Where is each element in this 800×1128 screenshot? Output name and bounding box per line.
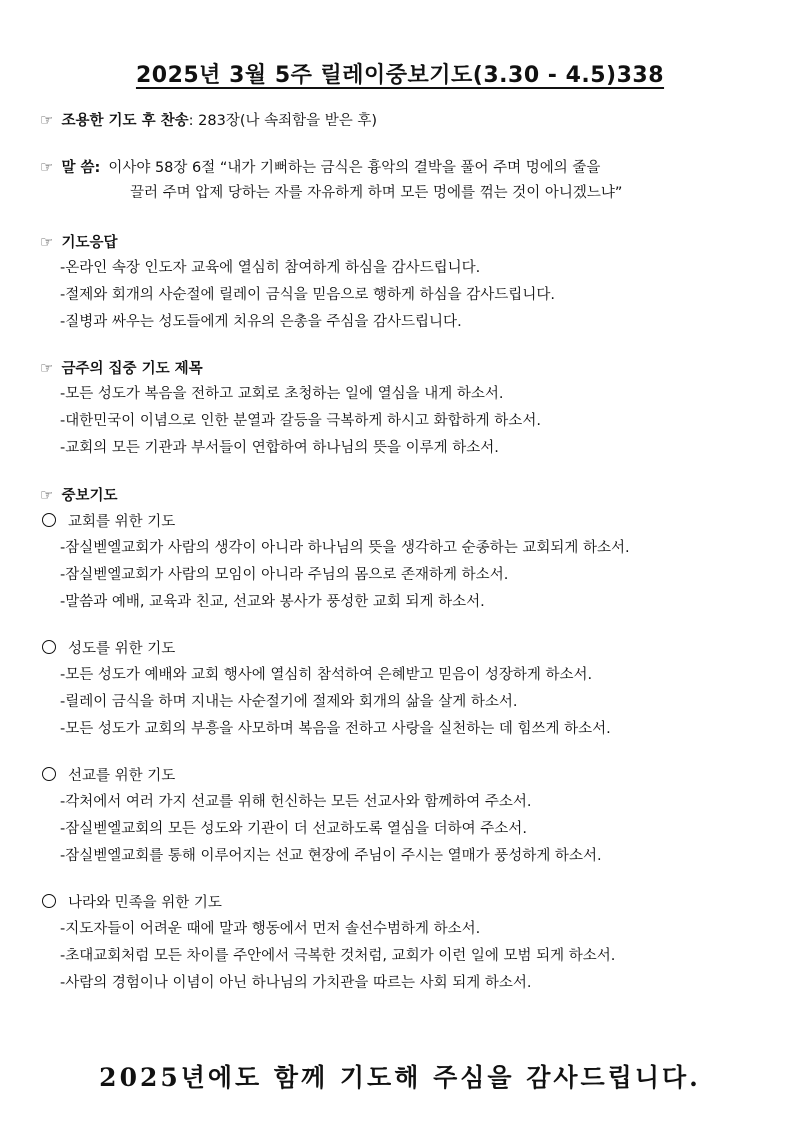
list-item: -잠실벧엘교회가 사람의 생각이 아니라 하나님의 뜻을 생각하고 순종하는 교회되게 하소서.: [60, 540, 630, 556]
hymn-label: 조용한 기도 후 찬송: [61, 113, 189, 129]
hymn-line: [40, 110, 377, 131]
list-item: -사람의 경험이나 이념이 아닌 하나님의 가치관을 따르는 사회 되게 하소서.: [60, 975, 532, 991]
pointing-hand-icon: ☞: [40, 158, 54, 176]
page-title: 2025년 3월 5주 릴레이중보기도(3.30 - 4.5)338: [135, 63, 665, 88]
list-item: -대한민국이 이념으로 인한 분열과 갈등을 극복하게 하시고 화합하게 하소서.: [60, 413, 541, 429]
list-item: -모든 성도가 복음을 전하고 교회로 초청하는 일에 열심을 내게 하소서.: [60, 386, 504, 402]
pointing-hand-icon: ☞: [40, 359, 54, 377]
list-item: -교회의 모든 기관과 부서들이 연합하여 하나님의 뜻을 이루게 하소서.: [60, 440, 499, 456]
circle-bullet-icon: [42, 640, 56, 654]
pointing-hand-icon: ☞: [40, 233, 54, 251]
word-line-1: [40, 154, 600, 181]
word-text-2: 끌러 주며 압제 당하는 자를 자유하게 하며 모든 멍에를 꺾는 것이 아니겠느냐”: [130, 185, 623, 201]
word-label: 말 씀:: [61, 160, 101, 176]
intercession-heading: ☞ 중보기도: [40, 486, 118, 504]
list-item: -잠실벧엘교회의 모든 성도와 기관이 더 선교하도록 열심을 더하여 주소서.: [60, 821, 527, 837]
closing-message: 2025년에도 함께 기도해 주심을 감사드립니다.: [99, 1063, 701, 1092]
hymn-value: : 283장(나 속죄함을 받은 후): [188, 113, 378, 129]
list-item: -잠실벧엘교회가 사람의 모임이 아니라 주님의 몸으로 존재하게 하소서.: [60, 567, 509, 583]
pointing-hand-icon: ☞: [40, 486, 54, 504]
list-item: -지도자들이 어려운 때에 말과 행동에서 먼저 솔선수범하게 하소서.: [60, 921, 481, 937]
focus-heading: ☞ 금주의 집중 기도 제목: [40, 359, 203, 377]
list-item: -릴레이 금식을 하며 지내는 사순절기에 절제와 회개의 삶을 살게 하소서.: [60, 694, 518, 710]
word-line-2: [130, 180, 622, 206]
list-item: -모든 성도가 교회의 부흥을 사모하며 복음을 전하고 사랑을 실천하는 데 힘쓰게 하소서.: [60, 721, 611, 737]
circle-bullet-icon: [42, 767, 56, 781]
list-item: -잠실벧엘교회를 통해 이루어지는 선교 현장에 주님이 주시는 열매가 풍성하게 하소서.: [60, 848, 602, 864]
list-item: -말씀과 예배, 교육과 친교, 선교와 봉사가 풍성한 교회 되게 하소서.: [60, 594, 485, 610]
answers-heading: ☞ 기도응답: [40, 233, 118, 251]
list-item: -초대교회처럼 모든 차이를 주안에서 극복한 것처럼, 교회가 이런 일에 모범 되게 하소서.: [60, 948, 616, 964]
list-item: -온라인 속장 인도자 교육에 열심히 참여하게 하심을 감사드립니다.: [60, 260, 481, 276]
group-title: 교회를 위한 기도: [42, 512, 175, 532]
pointing-hand-icon: ☞: [40, 111, 54, 129]
group-title: 나라와 민족을 위한 기도: [42, 893, 222, 913]
group-title: 선교를 위한 기도: [42, 766, 175, 786]
circle-bullet-icon: [42, 513, 56, 527]
list-item: -절제와 회개의 사순절에 릴레이 금식을 믿음으로 행하게 하심을 감사드립니다.: [60, 287, 555, 303]
circle-bullet-icon: [42, 894, 56, 908]
word-text-1: 이사야 58장 6절 “내가 기뻐하는 금식은 흉악의 결박을 풀어 주며 멍에의 줄을: [108, 160, 601, 176]
group-title: 성도를 위한 기도: [42, 639, 175, 659]
list-item: -각처에서 여러 가지 선교를 위해 헌신하는 모든 선교사와 함께하여 주소서.: [60, 794, 532, 810]
list-item: -질병과 싸우는 성도들에게 치유의 은총을 주심을 감사드립니다.: [60, 314, 462, 330]
list-item: -모든 성도가 예배와 교회 행사에 열심히 참석하여 은혜받고 믿음이 성장하게 하소서.: [60, 667, 593, 683]
